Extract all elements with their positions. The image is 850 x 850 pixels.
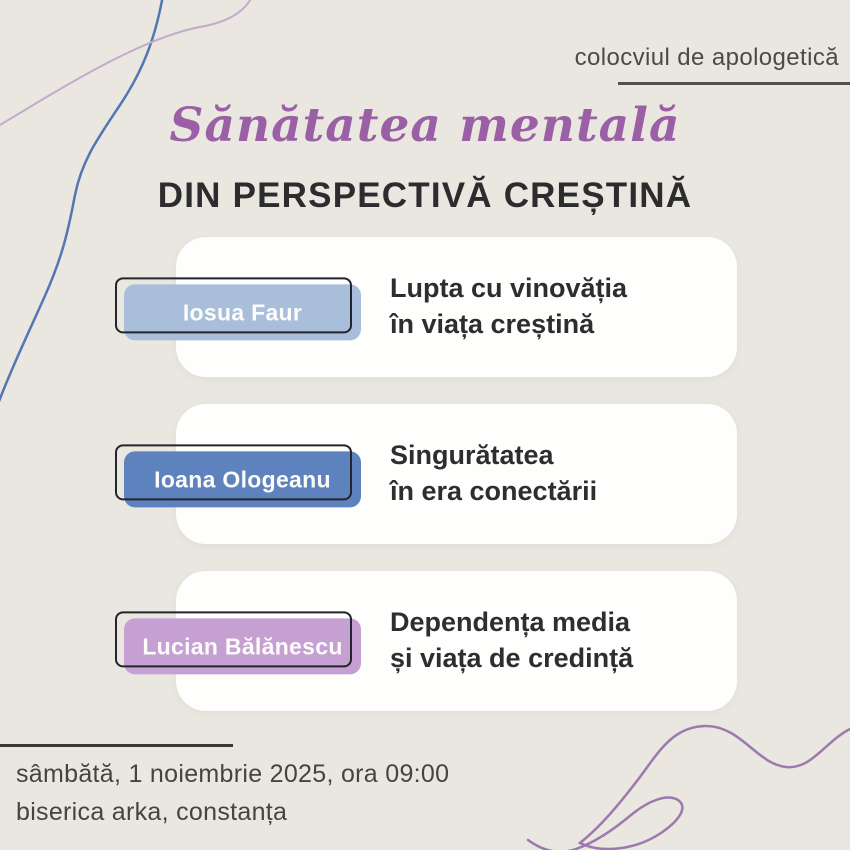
- topic-line-1: Lupta cu vinovăția: [390, 273, 628, 304]
- event-series-label: colocviul de apologetică: [574, 44, 839, 71]
- header-underline: [618, 82, 850, 85]
- session-card-2: [154, 404, 737, 544]
- poster-title-main: DIN PERSPECTIVĂ CREȘTINĂ: [157, 176, 693, 215]
- event-location: biserica arka, constanța: [16, 798, 288, 826]
- session-list: [142, 237, 737, 738]
- speaker-badge-1: [115, 277, 352, 333]
- session-topic: [390, 605, 633, 677]
- speaker-badge-3: [115, 611, 352, 667]
- footer: [16, 755, 449, 831]
- session-card-3: [142, 571, 737, 711]
- topic-line-2: în viața creștină: [390, 309, 595, 339]
- session-topic: [390, 438, 597, 510]
- speaker-name: Ioana Ologeanu: [154, 465, 331, 492]
- session-card-1: [176, 237, 737, 377]
- session-topic: [390, 271, 627, 343]
- speaker-name: Iosua Faur: [182, 298, 303, 325]
- topic-line-2: și viața de credință: [390, 643, 634, 673]
- topic-line-1: Dependența media: [390, 607, 631, 638]
- poster-title-script: Sănătatea mentală: [169, 98, 681, 153]
- event-datetime: sâmbătă, 1 noiembrie 2025, ora 09:00: [16, 760, 450, 788]
- topic-line-1: Singurătatea: [390, 440, 554, 471]
- speaker-name: Lucian Bălănescu: [142, 632, 343, 659]
- speaker-badge-2: [115, 444, 352, 500]
- footer-divider: [0, 744, 233, 747]
- purple-squiggle-line: [528, 726, 850, 850]
- topic-line-2: în era conectării: [390, 476, 598, 506]
